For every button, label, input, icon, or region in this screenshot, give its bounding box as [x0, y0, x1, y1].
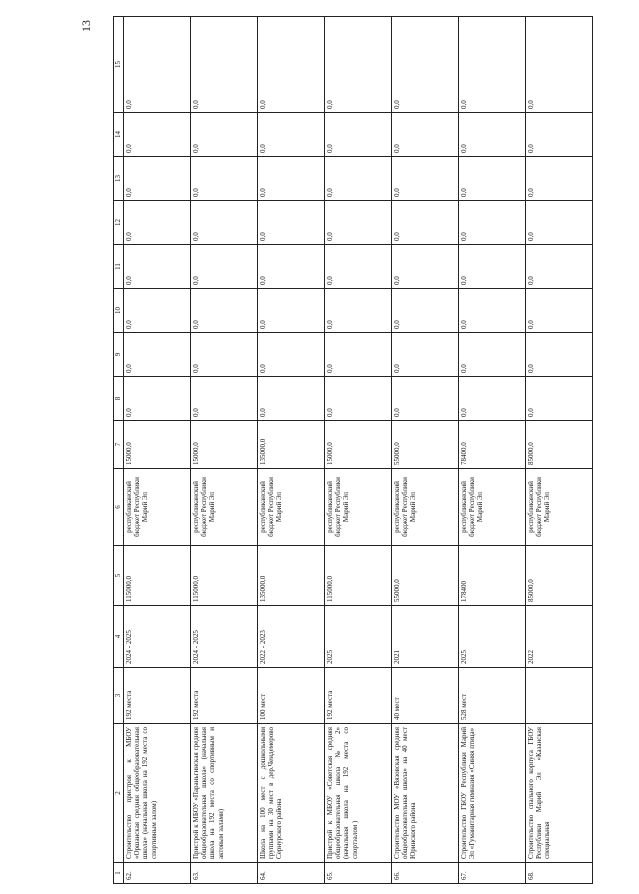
table-row [392, 17, 459, 884]
value-cell: 0,0 [526, 377, 593, 421]
row-number: 67. [459, 863, 526, 884]
value-cell: 0,0 [526, 333, 593, 377]
value-cell: 0,0 [392, 113, 459, 157]
value-cell: 0,0 [258, 157, 325, 201]
value-cell: 0,0 [325, 289, 392, 333]
value-cell: 0,0 [325, 245, 392, 289]
value-cell: 0,0 [325, 333, 392, 377]
capacity-cell: 192 места [124, 668, 191, 724]
value-cell: 0,0 [526, 157, 593, 201]
value-cell: 0,0 [459, 289, 526, 333]
page-number: 13 [79, 20, 93, 32]
value-cell: 0,0 [124, 245, 191, 289]
value-cell: 0,0 [392, 377, 459, 421]
capacity-cell: 40 мест [392, 668, 459, 724]
header-cell: 2 [114, 724, 124, 863]
header-cell: 9 [114, 333, 124, 377]
header-cell: 11 [114, 245, 124, 289]
value-cell: 0,0 [191, 113, 258, 157]
value-cell: 0,0 [124, 289, 191, 333]
table-row [526, 17, 593, 884]
cost-cell: 135000,0 [258, 546, 325, 606]
value-cell: 15000,0 [124, 421, 191, 469]
period-cell: 2024 - 2025 [124, 606, 191, 668]
object-name: Строительство МОУ «Вязовская средняя общеобразовательная школа» на 40 мест Юринского района [392, 724, 459, 863]
header-cell: 6 [114, 469, 124, 546]
funding-source-cell: республиканский бюджет Республики Марий Эл [459, 469, 526, 546]
period-cell: 2025 [325, 606, 392, 668]
value-cell: 0,0 [258, 289, 325, 333]
value-cell: 0,0 [526, 113, 593, 157]
value-cell: 0,0 [258, 201, 325, 245]
value-cell: 0,0 [191, 333, 258, 377]
header-cell: 5 [114, 546, 124, 606]
value-cell: 0,0 [258, 245, 325, 289]
row-number: 63. [191, 863, 258, 884]
cost-cell: 115000,0 [124, 546, 191, 606]
header-cell: 10 [114, 289, 124, 333]
object-name: Строительство спального корпуса ГБОУ Республики Марий Эл «Казанская специальная [526, 724, 593, 863]
value-cell: 0,0 [325, 377, 392, 421]
row-number: 65. [325, 863, 392, 884]
value-cell: 78400,0 [459, 421, 526, 469]
capacity-cell: 528 мест [459, 668, 526, 724]
value-cell: 0,0 [392, 157, 459, 201]
row-number: 68. [526, 863, 593, 884]
funding-source-cell: республиканский бюджет Республики Марий Эл [325, 469, 392, 546]
value-cell: 0,0 [258, 17, 325, 113]
value-cell: 0,0 [392, 201, 459, 245]
value-cell: 0,0 [325, 201, 392, 245]
value-cell: 0,0 [392, 17, 459, 113]
row-number: 66. [392, 863, 459, 884]
period-cell: 2025 [459, 606, 526, 668]
header-cell: 12 [114, 201, 124, 245]
value-cell: 0,0 [526, 289, 593, 333]
value-cell: 0,0 [191, 245, 258, 289]
table-row [191, 17, 258, 884]
value-cell: 0,0 [459, 245, 526, 289]
value-cell: 0,0 [191, 17, 258, 113]
value-cell: 0,0 [124, 333, 191, 377]
table-row [258, 17, 325, 884]
value-cell: 0,0 [191, 157, 258, 201]
value-cell: 15000,0 [325, 421, 392, 469]
value-cell: 85000,0 [526, 421, 593, 469]
row-number: 62. [124, 863, 191, 884]
value-cell: 0,0 [526, 245, 593, 289]
object-name: Строительство ГБОУ Республики Марий Эл «Гуманитарная гимназия «Синяя птица» [459, 724, 526, 863]
value-cell: 0,0 [258, 377, 325, 421]
value-cell: 0,0 [258, 113, 325, 157]
cost-cell: 85000,0 [526, 546, 593, 606]
value-cell: 0,0 [325, 17, 392, 113]
value-cell: 55000,0 [392, 421, 459, 469]
value-cell: 0,0 [258, 333, 325, 377]
header-cell: 1 [114, 863, 124, 884]
header-cell: 14 [114, 113, 124, 157]
value-cell: 0,0 [325, 157, 392, 201]
cost-cell: 115000,0 [325, 546, 392, 606]
header-cell: 3 [114, 668, 124, 724]
value-cell: 0,0 [459, 17, 526, 113]
capacity-cell [526, 668, 593, 724]
cost-cell: 55000,0 [392, 546, 459, 606]
period-cell: 2022 [526, 606, 593, 668]
capacity-cell: 192 места [325, 668, 392, 724]
value-cell: 0,0 [526, 17, 593, 113]
table-row [325, 17, 392, 884]
value-cell: 0,0 [191, 289, 258, 333]
period-cell: 2021 [392, 606, 459, 668]
value-cell: 0,0 [325, 113, 392, 157]
budget-table [113, 16, 593, 884]
funding-source-cell: республиканский бюджет Республики Марий Эл [124, 469, 191, 546]
value-cell: 0,0 [124, 17, 191, 113]
header-cell: 7 [114, 421, 124, 469]
value-cell: 0,0 [191, 201, 258, 245]
object-name: Строительство пристроя к МБОУ «Оршанская средняя общеобразовательная школа» (начальная школа на 192 места со спортивным залом) [124, 724, 191, 863]
value-cell: 0,0 [392, 333, 459, 377]
header-cell: 8 [114, 377, 124, 421]
table-row [459, 17, 526, 884]
value-cell: 15000,0 [191, 421, 258, 469]
value-cell: 0,0 [392, 245, 459, 289]
header-row [114, 17, 124, 884]
value-cell: 0,0 [459, 113, 526, 157]
cost-cell: 178400 [459, 546, 526, 606]
header-cell: 4 [114, 606, 124, 668]
value-cell: 0,0 [459, 333, 526, 377]
capacity-cell: 192 места [191, 668, 258, 724]
value-cell: 0,0 [124, 157, 191, 201]
cost-cell: 115000,0 [191, 546, 258, 606]
funding-source-cell: республиканский бюджет Республики Марий Эл [392, 469, 459, 546]
object-name: Школа на 100 мест с дошкольными группами на 30 мест в дер.Чендемерово Сернурского района [258, 724, 325, 863]
header-cell: 15 [114, 17, 124, 113]
table-row [124, 17, 191, 884]
value-cell: 135000,0 [258, 421, 325, 469]
value-cell: 0,0 [124, 377, 191, 421]
funding-source-cell: республиканский бюджет Республики Марий Эл [526, 469, 593, 546]
value-cell: 0,0 [459, 201, 526, 245]
value-cell: 0,0 [124, 201, 191, 245]
value-cell: 0,0 [191, 377, 258, 421]
row-number: 64. [258, 863, 325, 884]
value-cell: 0,0 [124, 113, 191, 157]
funding-source-cell: республиканский бюджет Республики Марий Эл [258, 469, 325, 546]
period-cell: 2024 - 2025 [191, 606, 258, 668]
value-cell: 0,0 [459, 157, 526, 201]
period-cell: 2022 - 2023 [258, 606, 325, 668]
object-name: Пристрой к МБОУ «Советская средняя общеобразовательная школа № 2» (начальная школа на 192 места со спортзалом ) [325, 724, 392, 863]
capacity-cell: 100 мест [258, 668, 325, 724]
header-cell: 13 [114, 157, 124, 201]
object-name: Пристрой к МБОУ «Параньгинская средняя общеобразовательная школа» (начальная школа на 192 места со спортивным и актовым залами) [191, 724, 258, 863]
value-cell: 0,0 [392, 289, 459, 333]
value-cell: 0,0 [459, 377, 526, 421]
funding-source-cell: республиканский бюджет Республики Марий Эл [191, 469, 258, 546]
value-cell: 0,0 [526, 201, 593, 245]
